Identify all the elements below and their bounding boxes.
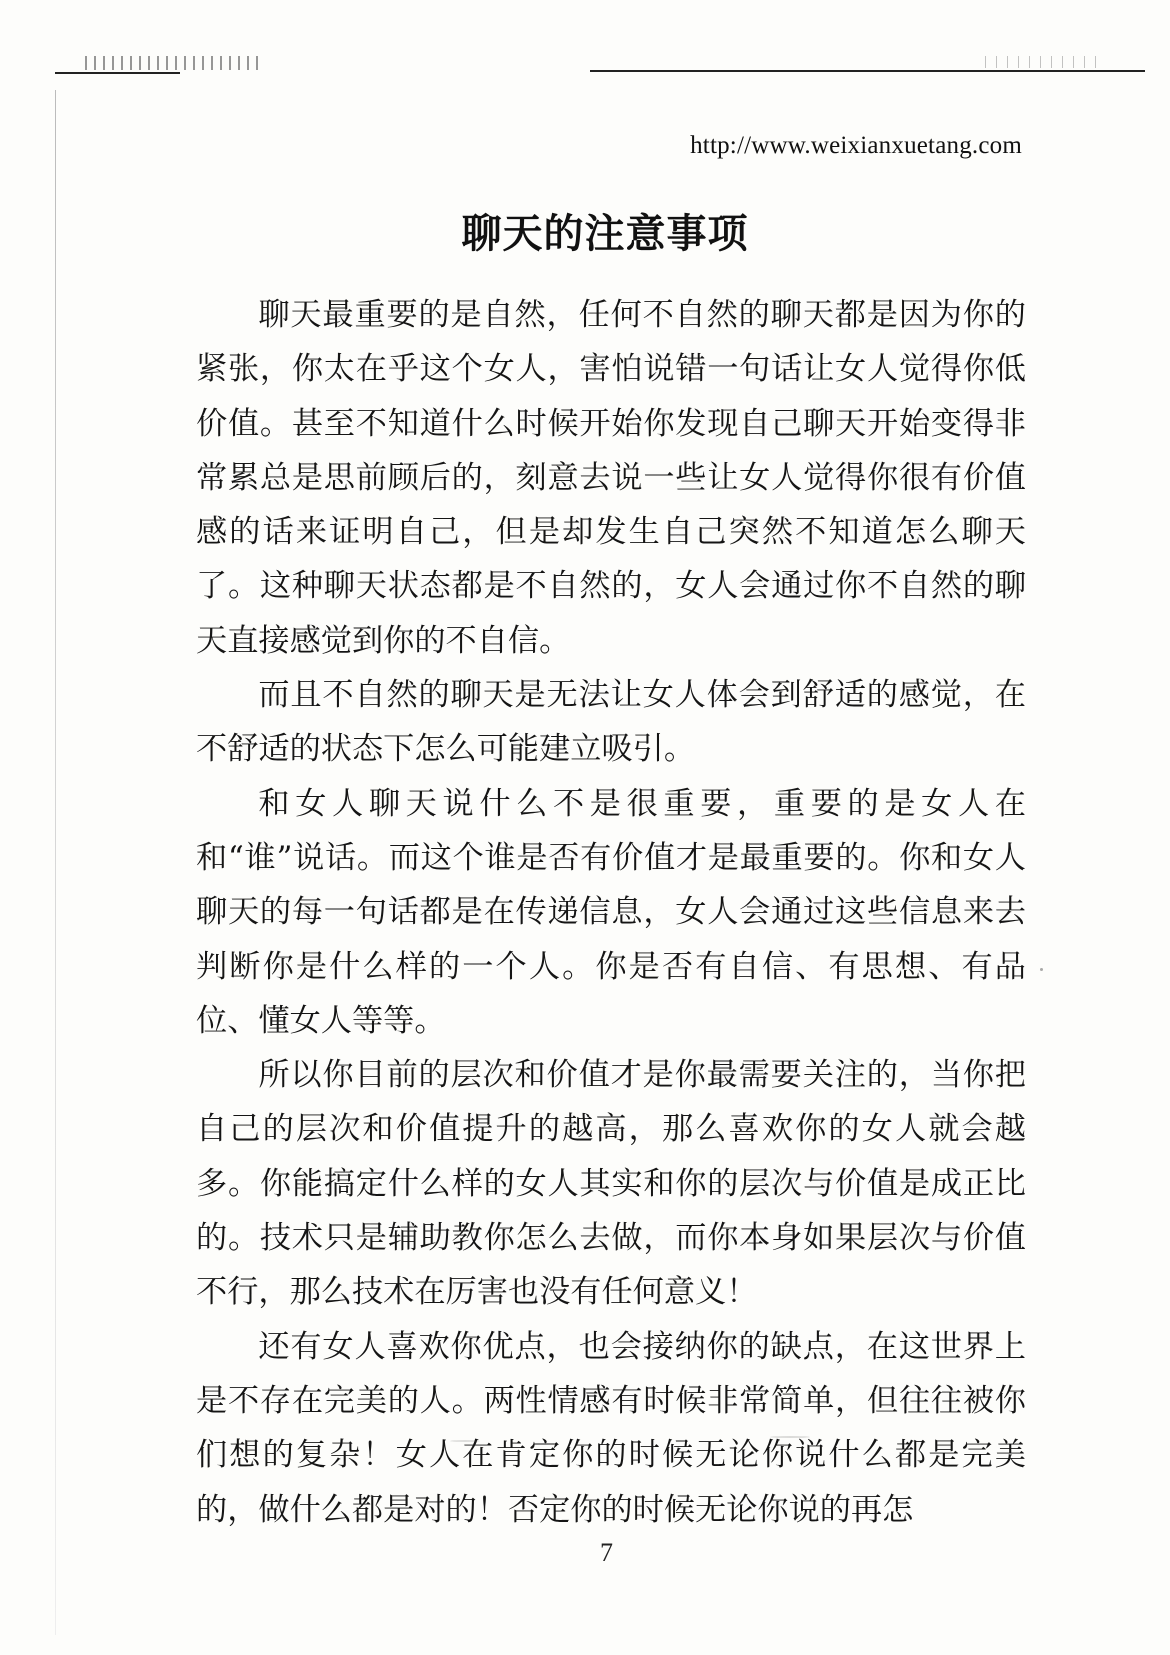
- scan-speck: [1040, 968, 1043, 971]
- paragraph: 而且不自然的聊天是无法让女人体会到舒适的感觉，在不舒适的状态下怎么可能建立吸引。: [196, 677, 1026, 768]
- header-rule-right: [590, 70, 1145, 72]
- page-number: 7: [600, 1538, 613, 1567]
- scan-artifact-marks: [985, 56, 1105, 68]
- page-title: 聊天的注意事项: [461, 211, 749, 257]
- header-rule-left: [55, 72, 180, 74]
- paragraph: 所以你目前的层次和价值才是你最需要关注的，当你把自己的层次和价值提升的越高，那么喜欢你的女人就会越多。你能搞定什么样的女人其实和你的层次与价值是成正比的。技术只是辅助教你怎么去做，而你本身如果层次与价值不行，那么技术在厉害也没有任何意义！: [196, 1057, 1026, 1311]
- header-url: http://www.weixianxuetang.com: [690, 132, 1022, 159]
- scan-speck: [450, 1440, 480, 1442]
- scan-edge: [55, 90, 56, 1635]
- paragraph: 和女人聊天说什么不是很重要，重要的是女人在和“谁”说话。而这个谁是否有价值才是最重要的。你和女人聊天的每一句话都是在传递信息，女人会通过这些信息来去判断你是什么样的一个人。你是否有自信、有思想、有品位、懂女人等等。: [196, 785, 1026, 1039]
- scan-artifact-marks: [85, 56, 265, 70]
- paragraph: 还有女人喜欢你优点，也会接纳你的缺点，在这世界上是不存在完美的人。两性情感有时候非常简单，但往往被你们想的复杂！女人在肯定你的时候无论你说什么都是完美的，做什么都是对的！否定你的时候无论你说的再怎: [196, 1328, 1026, 1528]
- paragraph: 聊天最重要的是自然，任何不自然的聊天都是因为你的紧张，你太在乎这个女人，害怕说错一句话让女人觉得你低价值。甚至不知道什么时候开始你发现自己聊天开始变得非常累总是思前顾后的，刻意去说一些让女人觉得你很有价值感的话来证明自己，但是却发生自己突然不知道怎么聊天了。这种聊天状态都是不自然的，女人会通过你不自然的聊天直接感觉到你的不自信。: [196, 297, 1026, 659]
- scan-speck: [770, 1436, 810, 1438]
- body-text: [196, 288, 1026, 1537]
